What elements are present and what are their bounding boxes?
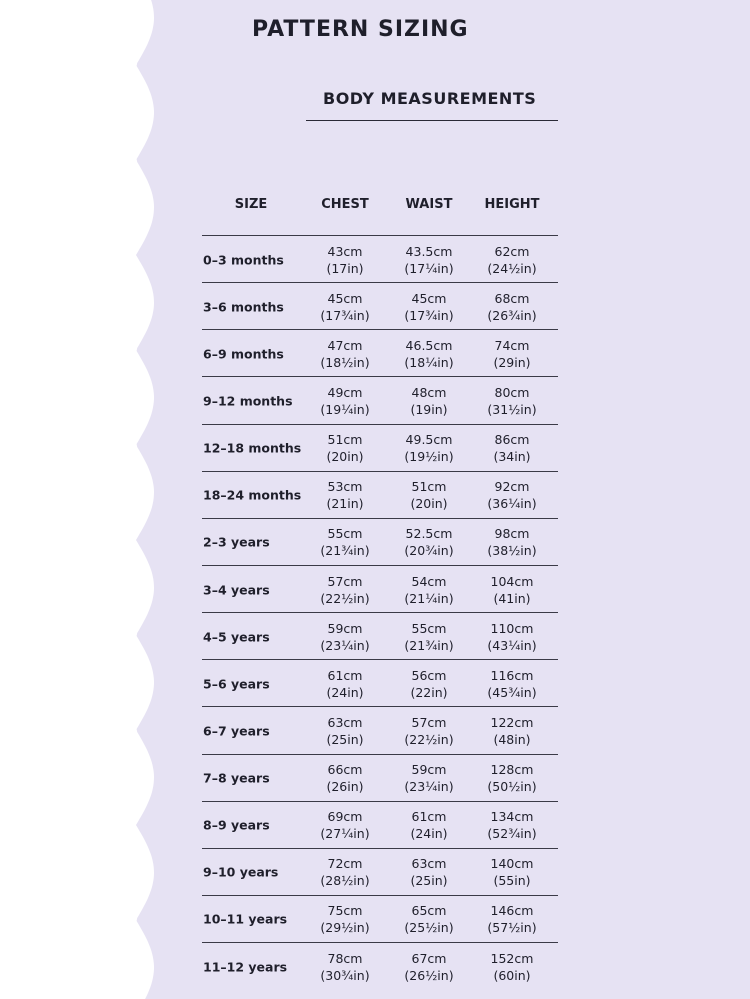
waist-cm-value: 48cm (411, 385, 447, 400)
waist-cell (384, 478, 474, 512)
height-cell (467, 714, 557, 748)
size-label: 9–12 months (203, 393, 293, 409)
column-header-chest: CHEST (321, 197, 369, 212)
row-divider (202, 659, 558, 660)
height-in-value: (50½in) (487, 779, 537, 794)
size-label: 12–18 months (203, 440, 302, 456)
height-in-value: (41in) (493, 590, 531, 606)
row-divider (202, 612, 558, 613)
height-cell (467, 667, 557, 701)
height-in-value: (57½in) (487, 920, 537, 936)
size-label: 5–6 years (203, 676, 270, 692)
height-cm-value: 110cm (490, 620, 534, 636)
waist-cm-value: 65cm (411, 903, 447, 919)
section-subtitle: BODY MEASUREMENTS (323, 89, 537, 108)
chest-cm-value: 53cm (327, 479, 363, 495)
waist-in-value: (18¼in) (404, 354, 454, 370)
height-cm-value: 74cm (494, 337, 530, 353)
chest-in-value: (27¼in) (320, 826, 370, 842)
size-label: 2–3 years (203, 534, 270, 550)
chest-cm-value: 78cm (327, 950, 363, 966)
waist-cell (384, 950, 474, 984)
height-cm-value: 122cm (490, 714, 534, 730)
waist-cell (384, 667, 474, 701)
waist-cell (384, 525, 474, 559)
waist-cell (384, 337, 474, 371)
row-divider (202, 848, 558, 849)
waist-cell (384, 855, 474, 889)
height-cm-value: 116cm (490, 667, 534, 683)
waist-in-value: (22in) (410, 684, 448, 700)
waist-cell (384, 902, 474, 936)
height-in-value: (31½in) (487, 402, 537, 417)
page-title: PATTERN SIZING (252, 17, 469, 42)
waist-in-value: (21¾in) (404, 637, 454, 653)
waist-in-value: (19in) (410, 402, 448, 417)
waist-in-value: (25½in) (404, 920, 454, 936)
height-cm-value: 134cm (490, 809, 534, 825)
chest-cm-value: 47cm (327, 337, 363, 353)
chest-in-value: (17¾in) (320, 307, 370, 323)
row-divider (202, 518, 558, 519)
size-label: 6–7 years (203, 723, 270, 739)
row-divider (202, 942, 558, 943)
size-label: 4–5 years (203, 629, 270, 645)
height-cm-value: 68cm (494, 290, 530, 306)
chest-cell (300, 620, 390, 654)
height-cell (467, 243, 557, 277)
height-cell (467, 620, 557, 654)
chest-cell (300, 667, 390, 701)
chest-in-value: (30¾in) (320, 967, 370, 983)
chest-cell (300, 855, 390, 889)
column-header-height: HEIGHT (484, 197, 540, 212)
chest-in-value: (25in) (326, 731, 364, 747)
size-label: 0–3 months (203, 252, 284, 268)
size-label: 10–11 years (203, 911, 288, 927)
waist-cm-value: 55cm (411, 620, 447, 636)
waist-cell (384, 290, 474, 324)
chest-cm-value: 55cm (327, 526, 363, 542)
height-cell (467, 808, 557, 842)
height-cm-value: 98cm (494, 526, 530, 542)
waist-cell (384, 761, 474, 795)
waist-cm-value: 43.5cm (405, 243, 453, 259)
size-label: 8–9 years (203, 817, 270, 833)
chest-cell (300, 573, 390, 607)
size-label: 18–24 months (203, 487, 302, 503)
waist-cm-value: 54cm (411, 573, 447, 589)
height-cm-value: 104cm (490, 573, 534, 589)
height-cell (467, 525, 557, 559)
height-cell (467, 761, 557, 795)
size-label: 7–8 years (203, 770, 270, 786)
chest-in-value: (24in) (326, 684, 364, 700)
chest-cm-value: 61cm (327, 667, 363, 683)
chest-cm-value: 69cm (327, 809, 363, 825)
chest-cm-value: 49cm (327, 385, 363, 400)
height-in-value: (48in) (493, 731, 531, 747)
chest-cell (300, 714, 390, 748)
chest-cm-value: 72cm (327, 856, 363, 872)
size-label: 11–12 years (203, 959, 288, 975)
row-divider (202, 329, 558, 330)
waist-cell (384, 573, 474, 607)
height-cell (467, 902, 557, 936)
chest-cell (300, 902, 390, 936)
chest-cm-value: 75cm (327, 903, 363, 919)
column-header-waist: WAIST (405, 197, 453, 212)
height-cm-value: 128cm (490, 762, 534, 777)
waist-in-value: (24in) (410, 826, 448, 842)
waist-cell (384, 243, 474, 277)
chest-in-value: (18½in) (320, 354, 370, 370)
height-in-value: (29in) (493, 354, 531, 370)
height-cm-value: 62cm (494, 243, 530, 259)
height-cm-value: 86cm (494, 432, 530, 448)
row-divider (202, 376, 558, 377)
waist-cell (384, 714, 474, 748)
chest-in-value: (26in) (326, 779, 364, 794)
size-label: 6–9 months (203, 346, 284, 362)
row-divider (202, 801, 558, 802)
row-divider (202, 565, 558, 566)
waist-cm-value: 61cm (411, 809, 447, 825)
height-cm-value: 152cm (490, 950, 534, 966)
waist-in-value: (25in) (410, 873, 448, 889)
chest-cell (300, 243, 390, 277)
row-divider (202, 235, 558, 236)
size-label: 9–10 years (203, 864, 279, 880)
row-divider (202, 282, 558, 283)
waist-cm-value: 59cm (411, 762, 447, 777)
chest-cell (300, 337, 390, 371)
height-cell (467, 290, 557, 324)
size-label: 3–4 years (203, 582, 270, 597)
chest-cm-value: 45cm (327, 290, 363, 306)
waist-cm-value: 57cm (411, 714, 447, 730)
height-in-value: (60in) (493, 967, 531, 983)
waist-cell (384, 808, 474, 842)
chest-cm-value: 43cm (327, 243, 363, 259)
height-cell (467, 431, 557, 465)
height-cm-value: 140cm (490, 856, 534, 872)
chest-in-value: (21in) (326, 496, 364, 512)
waist-cm-value: 46.5cm (405, 337, 453, 353)
height-cell (467, 950, 557, 984)
waist-cm-value: 52.5cm (405, 526, 453, 542)
waist-in-value: (21¼in) (404, 590, 454, 606)
chest-in-value: (23¼in) (320, 637, 370, 653)
waist-cm-value: 45cm (411, 290, 447, 306)
height-cell (467, 855, 557, 889)
chest-cm-value: 66cm (327, 762, 363, 777)
waist-in-value: (20in) (410, 496, 448, 512)
waist-cell (384, 620, 474, 654)
height-cell (467, 573, 557, 607)
height-in-value: (36¼in) (487, 496, 537, 512)
column-header-size: SIZE (234, 197, 268, 212)
row-divider (202, 471, 558, 472)
chest-cell (300, 950, 390, 984)
chest-in-value: (19¼in) (320, 402, 370, 417)
waist-cm-value: 67cm (411, 950, 447, 966)
height-cm-value: 146cm (490, 903, 534, 919)
height-in-value: (45¾in) (487, 684, 537, 700)
height-in-value: (55in) (493, 873, 531, 889)
chest-cell (300, 525, 390, 559)
height-in-value: (38½in) (487, 543, 537, 559)
height-cm-value: 92cm (494, 479, 530, 495)
waist-in-value: (26½in) (404, 967, 454, 983)
chest-in-value: (17in) (326, 260, 364, 276)
height-cell (467, 337, 557, 371)
height-in-value: (34in) (493, 449, 531, 465)
chest-cm-value: 63cm (327, 714, 363, 730)
waist-cm-value: 56cm (411, 667, 447, 683)
chest-cm-value: 51cm (327, 432, 363, 448)
chest-cm-value: 57cm (327, 573, 363, 589)
chest-cell (300, 478, 390, 512)
row-divider (202, 895, 558, 896)
height-in-value: (26¾in) (487, 307, 537, 323)
chest-cell (300, 290, 390, 324)
waist-in-value: (19½in) (404, 449, 454, 465)
height-in-value: (52¾in) (487, 826, 537, 842)
row-divider (202, 754, 558, 755)
chest-cell (300, 761, 390, 795)
waist-cell (384, 384, 474, 418)
size-label: 3–6 months (203, 299, 284, 315)
chest-in-value: (20in) (326, 449, 364, 465)
chest-in-value: (21¾in) (320, 543, 370, 559)
chest-in-value: (28½in) (320, 873, 370, 889)
height-cm-value: 80cm (494, 385, 530, 400)
chest-in-value: (29½in) (320, 920, 370, 936)
waist-cm-value: 49.5cm (405, 432, 453, 448)
height-cell (467, 478, 557, 512)
waist-in-value: (22½in) (404, 731, 454, 747)
chest-cell (300, 384, 390, 418)
chest-cell (300, 431, 390, 465)
chest-cell (300, 808, 390, 842)
height-cell (467, 384, 557, 418)
row-divider (202, 424, 558, 425)
waist-in-value: (17¾in) (404, 307, 454, 323)
waist-in-value: (17¼in) (404, 260, 454, 276)
waist-cell (384, 431, 474, 465)
chest-cm-value: 59cm (327, 620, 363, 636)
waist-cm-value: 63cm (411, 856, 447, 872)
chest-in-value: (22½in) (320, 590, 370, 606)
waist-in-value: (23¼in) (404, 779, 454, 794)
waist-in-value: (20¾in) (404, 543, 454, 559)
height-in-value: (43¼in) (487, 637, 537, 653)
waist-cm-value: 51cm (411, 479, 447, 495)
row-divider (202, 706, 558, 707)
height-in-value: (24½in) (487, 260, 537, 276)
